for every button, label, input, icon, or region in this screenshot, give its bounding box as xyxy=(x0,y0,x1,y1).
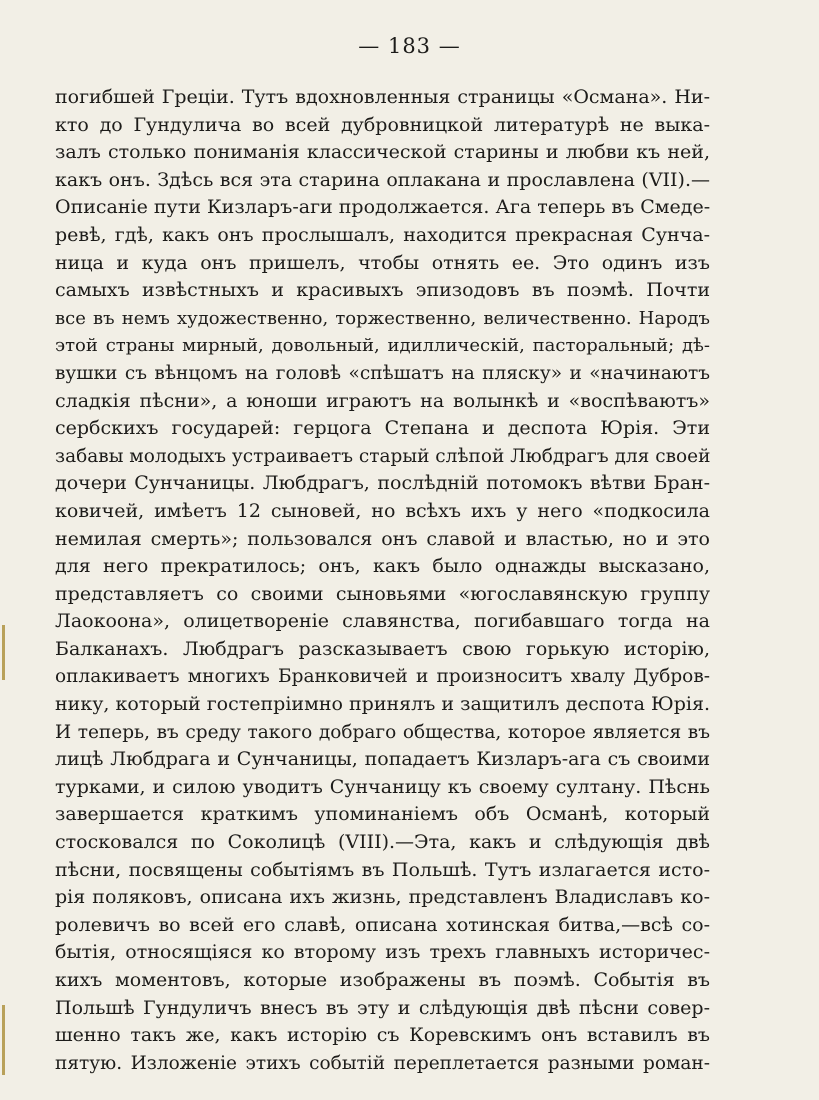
text-line: рія поляковъ, описана ихъ жизнь, представленъ Владиславъ ко- xyxy=(55,886,710,909)
text-line: погибшей Греціи. Тутъ вдохновленныя страницы «Османа». Ни- xyxy=(55,86,710,108)
text-line: какъ онъ. Здѣсь вся эта старина оплакана и прославлена (VII).— xyxy=(55,168,710,191)
text-line: забавы молодыхъ устраиваетъ старый слѣпой Любдрагъ для своей xyxy=(55,445,710,467)
text-line: нику, который гостепріимно принялъ и защитилъ деспота Юрія. xyxy=(55,693,710,716)
text-line: дочери Сунчаницы. Любдрагъ, послѣдній потомокъ вѣтви Бран- xyxy=(55,472,710,495)
text-line: Лаокоона», олицетвореніе славянства, погибавшаго тогда на xyxy=(55,610,710,633)
text-line: турками, и силою уводитъ Сунчаницу къ своему султану. Пѣснь xyxy=(55,775,710,798)
text-line: ролевичъ во всей его славѣ, описана хотинская битва,—всѣ со- xyxy=(55,913,710,936)
text-line: пятую. Изложеніе этихъ событій переплетается разными роман- xyxy=(55,1052,710,1074)
text-line: стосковался по Соколицѣ (VIII).—Эта, какъ и слѣдующія двѣ xyxy=(55,831,710,854)
text-line: ревѣ, гдѣ, какъ онъ прослышалъ, находится прекрасная Сунча- xyxy=(55,223,710,246)
text-line: кто до Гундулича во всей дубровницкой литературѣ не выка- xyxy=(55,113,710,136)
margin-stain xyxy=(2,1005,5,1075)
text-line: немилая смерть»; пользовался онъ славой и властью, но и это xyxy=(55,527,710,550)
text-line: вушки съ вѣнцомъ на головѣ «спѣшатъ на пляску» и «начинаютъ xyxy=(55,362,710,384)
text-line: сербскихъ государей: герцога Степана и деспота Юрія. Эти xyxy=(55,417,710,440)
text-line: бытія, относящіяся ко второму изъ трехъ главныхъ историчес- xyxy=(55,941,710,964)
text-line: шенно такъ же, какъ исторію съ Коревскимъ онъ вставилъ въ xyxy=(55,1024,710,1047)
text-line: пѣсни, посвящены событіямъ въ Польшѣ. Тутъ излагается исто- xyxy=(55,858,710,881)
text-line: оплакиваетъ многихъ Бранковичей и произноситъ хвалу Дубров- xyxy=(55,666,710,688)
text-line: ница и куда онъ пришелъ, чтобы отнять ее. Это одинъ изъ xyxy=(55,251,710,274)
text-line: ковичей, имѣетъ 12 сыновей, но всѣхъ ихъ у него «подкосила xyxy=(55,499,710,522)
text-line: лицѣ Любдрага и Сунчаницы, попадаетъ Кизларъ-ага съ своими xyxy=(55,748,710,771)
text-line: кихъ моментовъ, которые изображены въ поэмѣ. Событія въ xyxy=(55,969,710,991)
text-line: сладкія пѣсни», а юноши играютъ на волынкѣ и «воспѣваютъ» xyxy=(55,389,710,412)
text-line: этой страны мирный, довольный, идиллическій, пасторальный; дѣ- xyxy=(55,335,710,357)
text-line: залъ столько пониманія классической старины и любви къ ней, xyxy=(55,141,710,164)
text-line: для него прекратилось; онъ, какъ было однажды высказано, xyxy=(55,555,710,578)
text-line: представляетъ со своими сыновьями «югославянскую группу xyxy=(55,582,710,605)
text-line: Балканахъ. Любдрагъ разсказываетъ свою горькую исторію, xyxy=(55,637,710,660)
margin-stain xyxy=(2,625,5,680)
text-line: И теперь, въ среду такого добраго общества, которое является въ xyxy=(55,721,710,743)
text-line: Польшѣ Гундуличъ внесъ въ эту и слѣдующія двѣ пѣсни совер- xyxy=(55,996,710,1019)
text-line: самыхъ извѣстныхъ и красивыхъ эпизодовъ въ поэмѣ. Почти xyxy=(55,279,710,302)
text-line: все въ немъ художественно, торжественно, величественно. Народъ xyxy=(55,307,710,329)
text-line: Описаніе пути Кизларъ-аги продолжается. Ага теперь въ Смеде- xyxy=(55,196,710,219)
text-line: завершается краткимъ упоминаніемъ объ Османѣ, который xyxy=(55,803,710,826)
body-text xyxy=(55,84,710,1077)
page-number: — 183 — xyxy=(358,34,461,58)
